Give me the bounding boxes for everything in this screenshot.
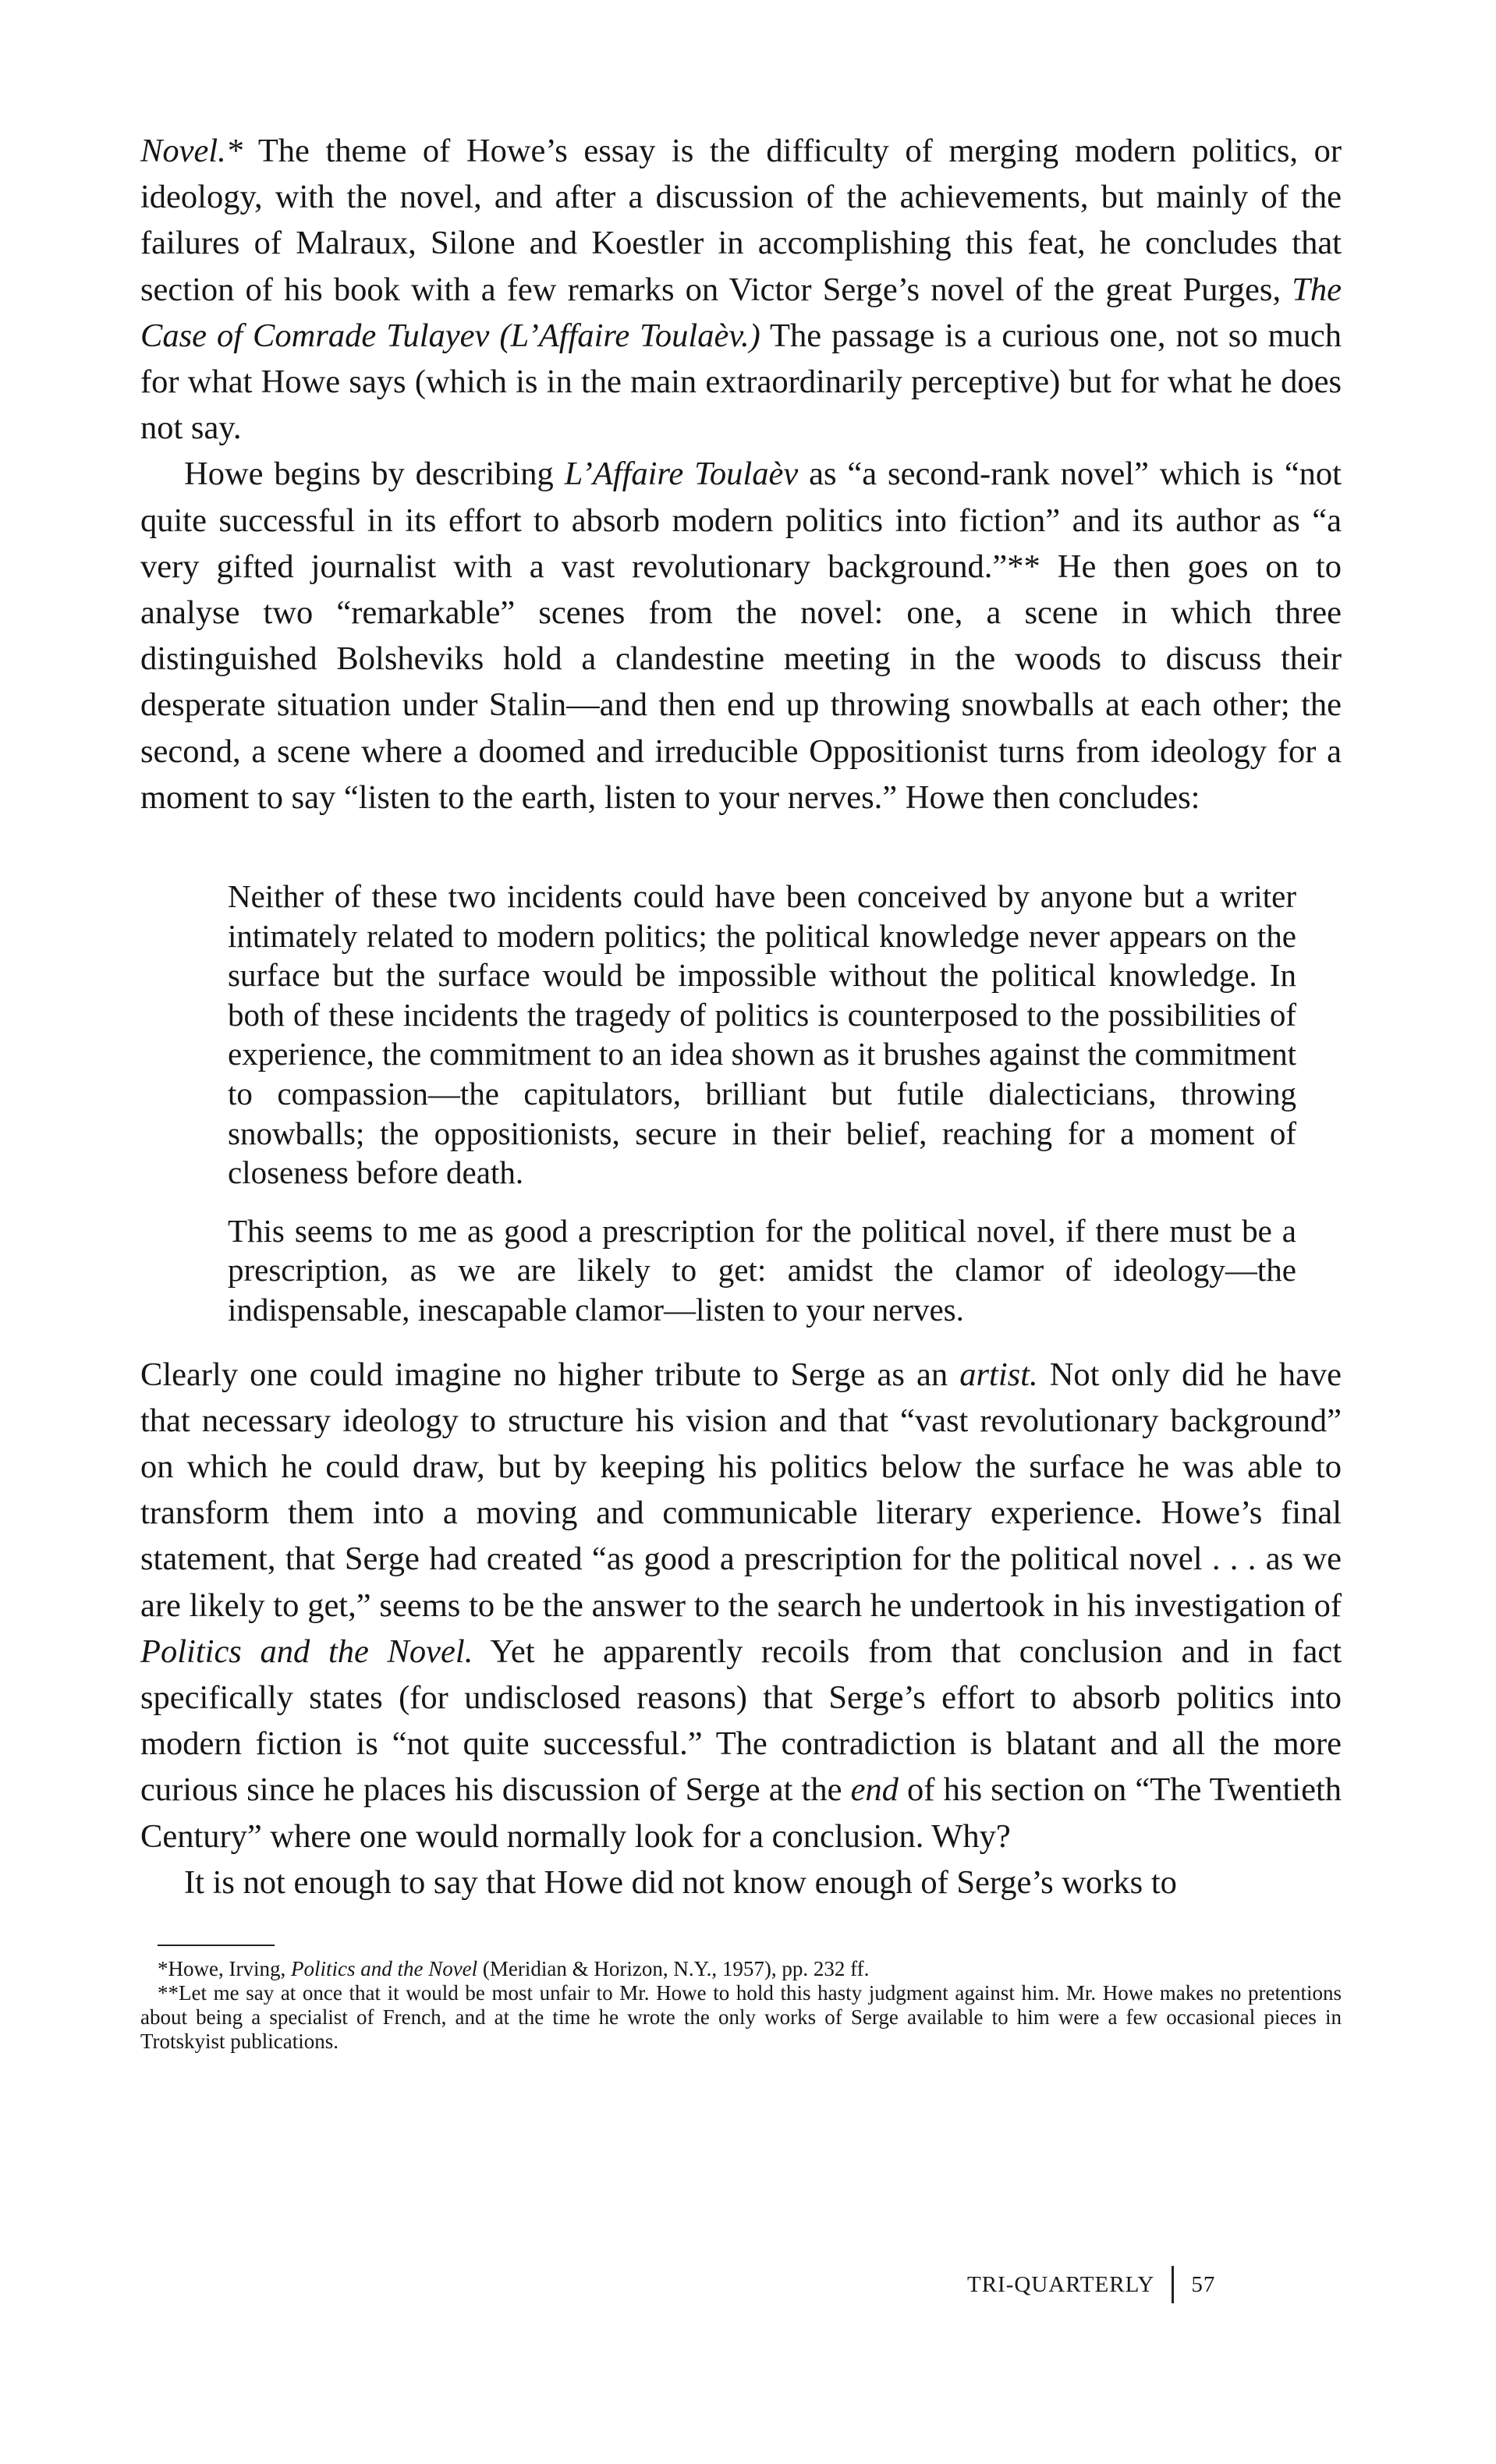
paragraph-1-segment: The Case of Comrade Tulayev (L’Affaire Toulaèv.) xyxy=(140,271,1342,354)
paragraph-2-segment: Howe begins by describing xyxy=(184,456,565,493)
paragraph-1-segment: The theme of Howe’s essay is the difficulty of merging modern politics, or ideology, with the novel, and after a discussion of the achievements, but mainly of the failures of Malraux, Silone and Koestler in accomplishing this feat, he concludes that section of his book with a few remarks on Victor Serge’s novel of the great Purges, xyxy=(140,133,1342,308)
footnote-rule xyxy=(158,1945,275,1946)
paragraph-2-segment: L’Affaire Toulaèv xyxy=(564,456,799,493)
page-footer xyxy=(967,2266,1215,2303)
paragraph-3-segment: Politics and the Novel. xyxy=(140,1633,473,1670)
paragraph-3-segment: artist. xyxy=(959,1356,1038,1393)
paragraph-3-segment: Not only did he have that necessary ideology to structure his vision and that “vast revolutionary background” on which he could draw, but by keeping his politics below the surface he was able to transform them into a moving and communicable literary experience. Howe’s final statement, that Serge had created “as good a prescription for the political novel . . . as we are likely to get,” seems to be the answer to the search he undertook in his investigation of xyxy=(140,1356,1342,1624)
footnote-1 xyxy=(140,1957,1342,1981)
paragraph-4-segment: It is not enough to say that Howe did not know enough of Serge’s works to xyxy=(184,1863,1177,1901)
paragraph-4 xyxy=(140,1860,1342,1906)
page-number: 57 xyxy=(1191,2272,1216,2297)
paragraph-2 xyxy=(140,451,1342,821)
paragraph-3-segment: of his section on “The Twentieth Century” where one would normally look for a conclusion. Why? xyxy=(140,1771,1342,1855)
paragraph-1 xyxy=(140,128,1342,451)
footnote-2 xyxy=(140,1981,1342,2054)
paragraph-3-segment: end xyxy=(850,1771,899,1809)
paragraph-1-segment: The passage is a curious one, not so much for what Howe says (which is in the main extraordinarily perceptive) but for what he does not say. xyxy=(140,317,1342,447)
footnote-1-segment: *Howe, Irving, xyxy=(158,1957,291,1981)
footnote-1-segment: (Meridian & Horizon, N.Y., 1957), pp. 232 ff. xyxy=(477,1957,870,1981)
journal-name: TRI-QUARTERLY xyxy=(967,2272,1155,2297)
page-content xyxy=(140,128,1342,2054)
paragraph-3-segment: Yet he apparently recoils from that conclusion and in fact specifically states (for undisclosed reasons) that Serge’s effort to absorb politics into modern fiction is “not quite successful.” The contradiction is blatant and all the more curious since he places his discussion of Serge at the xyxy=(140,1633,1342,1809)
footnote-2-segment: **Let me say at once that it would be most unfair to Mr. Howe to hold this hasty judgment against him. Mr. Howe makes no pretentions about being a specialist of French, and at the time he wrote the only works of Serge available to him were a few occasional pieces in Trotskyist publications. xyxy=(140,1981,1342,2054)
quote-paragraph-2: This seems to me as good a prescription for the political novel, if there must be a prescription, as we are likely to get: amidst the clamor of ideology—the indispensable, inescapable clamor—listen to your nerves. xyxy=(228,1212,1296,1328)
paragraph-2-segment: as “a second-rank novel” which is “not quite successful in its effort to absorb modern politics into fiction” and its author as “a very gifted journalist with a vast revolutionary background.”** He then goes on to analyse two “remarkable” scenes from the novel: one, a scene in which three distinguished Bolsheviks hold a clandestine meeting in the woods to discuss their desperate situation under Stalin—and then end up throwing snowballs at each other; the second, a scene where a doomed and irreducible Oppositionist turns from ideology for a moment to say “listen to the earth, listen to your nerves.” Howe then concludes: xyxy=(140,456,1342,816)
paragraph-3 xyxy=(140,1352,1342,1860)
paragraph-3-segment: Clearly one could imagine no higher tribute to Serge as an xyxy=(140,1356,960,1393)
block-quote xyxy=(228,877,1296,1330)
footnotes xyxy=(140,1957,1342,2054)
footnote-1-segment: Politics and the Novel xyxy=(290,1957,478,1981)
paragraph-1-segment: Novel.* xyxy=(140,133,243,169)
quote-paragraph-1: Neither of these two incidents could have been conceived by anyone but a writer intimately related to modern politics; the political knowledge never appears on the surface but the surface would be impossible without the political knowledge. In both of these incidents the tragedy of politics is counterposed to the possibilities of experience, the commitment to an idea shown as it brushes against the commitment to compassion—the capitulators, brilliant but futile dialecticians, throwing snowballs; the oppositionists, secure in their belief, reaching for a moment of closeness before death. xyxy=(228,878,1296,1191)
